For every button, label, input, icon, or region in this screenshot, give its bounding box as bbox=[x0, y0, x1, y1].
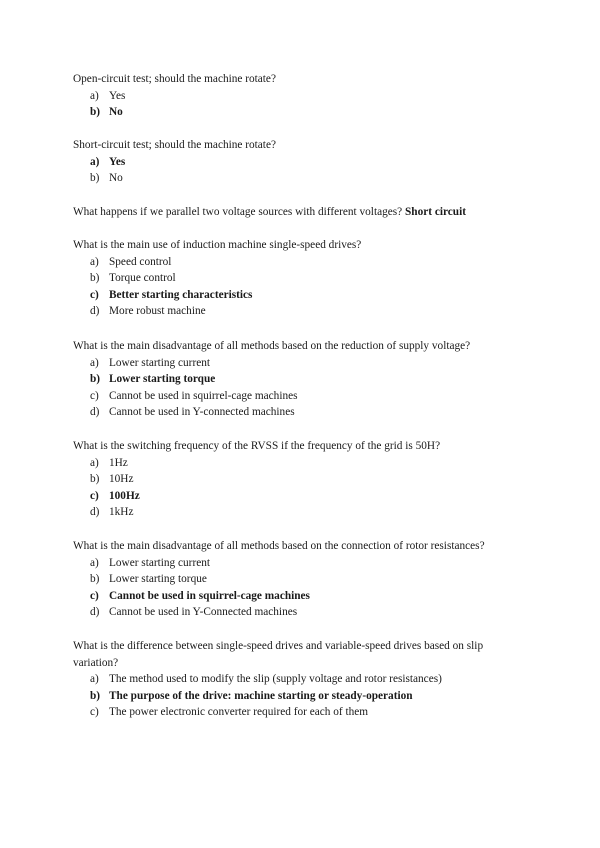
option-b-correct bbox=[73, 371, 543, 388]
option-a bbox=[73, 555, 543, 572]
option-list bbox=[73, 555, 543, 621]
question-3 bbox=[73, 204, 543, 221]
option-text: Speed control bbox=[109, 255, 172, 268]
option-text: No bbox=[109, 106, 123, 119]
option-list bbox=[73, 671, 523, 721]
option-label: c) bbox=[90, 489, 99, 502]
option-text: Cannot be used in squirrel-cage machines bbox=[109, 589, 310, 602]
option-text: Yes bbox=[109, 89, 126, 102]
option-label: d) bbox=[90, 305, 100, 318]
option-list bbox=[73, 254, 523, 320]
option-d bbox=[73, 604, 543, 621]
option-d bbox=[73, 303, 523, 320]
option-a bbox=[73, 671, 523, 688]
option-label: d) bbox=[90, 506, 100, 519]
option-text: More robust machine bbox=[109, 305, 206, 318]
option-text: Torque control bbox=[109, 272, 176, 285]
option-label: d) bbox=[90, 606, 100, 619]
option-text: The purpose of the drive: machine starting or steady-operation bbox=[109, 689, 413, 702]
option-label: b) bbox=[90, 272, 100, 285]
question-text-with-answer bbox=[73, 204, 543, 221]
option-c-correct bbox=[73, 588, 543, 605]
option-text: No bbox=[109, 172, 123, 185]
question-text: Short-circuit test; should the machine rotate? bbox=[73, 139, 276, 151]
option-text: Better starting characteristics bbox=[109, 288, 253, 301]
option-text: Cannot be used in Y-connected machines bbox=[109, 406, 295, 419]
option-text: The power electronic converter required for each of them bbox=[109, 706, 369, 719]
option-b bbox=[73, 571, 543, 588]
question-text: What is the main use of induction machine single-speed drives? bbox=[73, 239, 362, 251]
question-5 bbox=[73, 338, 543, 421]
option-text: Lower starting current bbox=[109, 356, 211, 369]
question-4 bbox=[73, 237, 523, 320]
option-text: Yes bbox=[109, 155, 126, 168]
option-a bbox=[73, 355, 543, 372]
question-1 bbox=[73, 71, 523, 121]
option-text: Cannot be used in squirrel-cage machines bbox=[109, 389, 298, 402]
question-text: What is the difference between single-speed drives and variable-speed drives based on slip variation? bbox=[73, 640, 484, 669]
question-7 bbox=[73, 538, 543, 621]
option-label: b) bbox=[90, 573, 100, 586]
option-c bbox=[73, 704, 523, 721]
option-text: Lower starting current bbox=[109, 556, 211, 569]
option-label: c) bbox=[90, 589, 99, 602]
option-text: 1kHz bbox=[109, 506, 134, 519]
question-text: Open-circuit test; should the machine rotate? bbox=[73, 73, 276, 85]
option-text: 1Hz bbox=[109, 456, 128, 469]
option-c bbox=[73, 388, 543, 405]
inline-answer: Short circuit bbox=[405, 206, 466, 218]
option-label: c) bbox=[90, 288, 99, 301]
option-text: Lower starting torque bbox=[109, 573, 207, 586]
option-a bbox=[73, 455, 543, 472]
option-a bbox=[73, 88, 523, 105]
option-label: b) bbox=[90, 373, 101, 386]
option-text: Cannot be used in Y-Connected machines bbox=[109, 606, 298, 619]
option-a bbox=[73, 254, 523, 271]
option-b bbox=[73, 270, 523, 287]
option-label: c) bbox=[90, 389, 99, 402]
option-b bbox=[73, 170, 523, 187]
question-text: What is the main disadvantage of all methods based on the reduction of supply voltage? bbox=[73, 340, 471, 352]
option-c-correct bbox=[73, 488, 543, 505]
question-text: What is the switching frequency of the RVSS if the frequency of the grid is 50H? bbox=[73, 440, 441, 452]
option-label: b) bbox=[90, 172, 100, 185]
option-text: 100Hz bbox=[109, 489, 140, 502]
option-label: b) bbox=[90, 473, 100, 486]
option-c-correct bbox=[73, 287, 523, 304]
option-a-correct bbox=[73, 154, 523, 171]
option-list bbox=[73, 455, 543, 521]
option-b-correct bbox=[73, 688, 523, 705]
option-label: d) bbox=[90, 406, 100, 419]
option-text: 10Hz bbox=[109, 473, 134, 486]
question-6 bbox=[73, 438, 543, 521]
option-text: The method used to modify the slip (supply voltage and rotor resistances) bbox=[109, 673, 442, 686]
question-text: What happens if we parallel two voltage sources with different voltages? bbox=[73, 206, 403, 218]
option-b-correct bbox=[73, 104, 523, 121]
question-2 bbox=[73, 137, 523, 187]
option-text: Lower starting torque bbox=[109, 373, 216, 386]
option-d bbox=[73, 504, 543, 521]
question-8 bbox=[73, 638, 523, 721]
option-label: a) bbox=[90, 673, 99, 686]
option-label: a) bbox=[90, 155, 100, 168]
option-label: b) bbox=[90, 106, 101, 119]
option-label: a) bbox=[90, 356, 99, 369]
option-label: a) bbox=[90, 456, 99, 469]
option-list bbox=[73, 88, 523, 121]
option-list bbox=[73, 154, 523, 187]
option-label: b) bbox=[90, 689, 101, 702]
option-list bbox=[73, 355, 543, 421]
option-label: a) bbox=[90, 556, 99, 569]
option-d bbox=[73, 404, 543, 421]
option-b bbox=[73, 471, 543, 488]
question-text: What is the main disadvantage of all methods based on the connection of rotor resistances? bbox=[73, 540, 485, 552]
option-label: a) bbox=[90, 255, 99, 268]
option-label: c) bbox=[90, 706, 99, 719]
option-label: a) bbox=[90, 89, 99, 102]
